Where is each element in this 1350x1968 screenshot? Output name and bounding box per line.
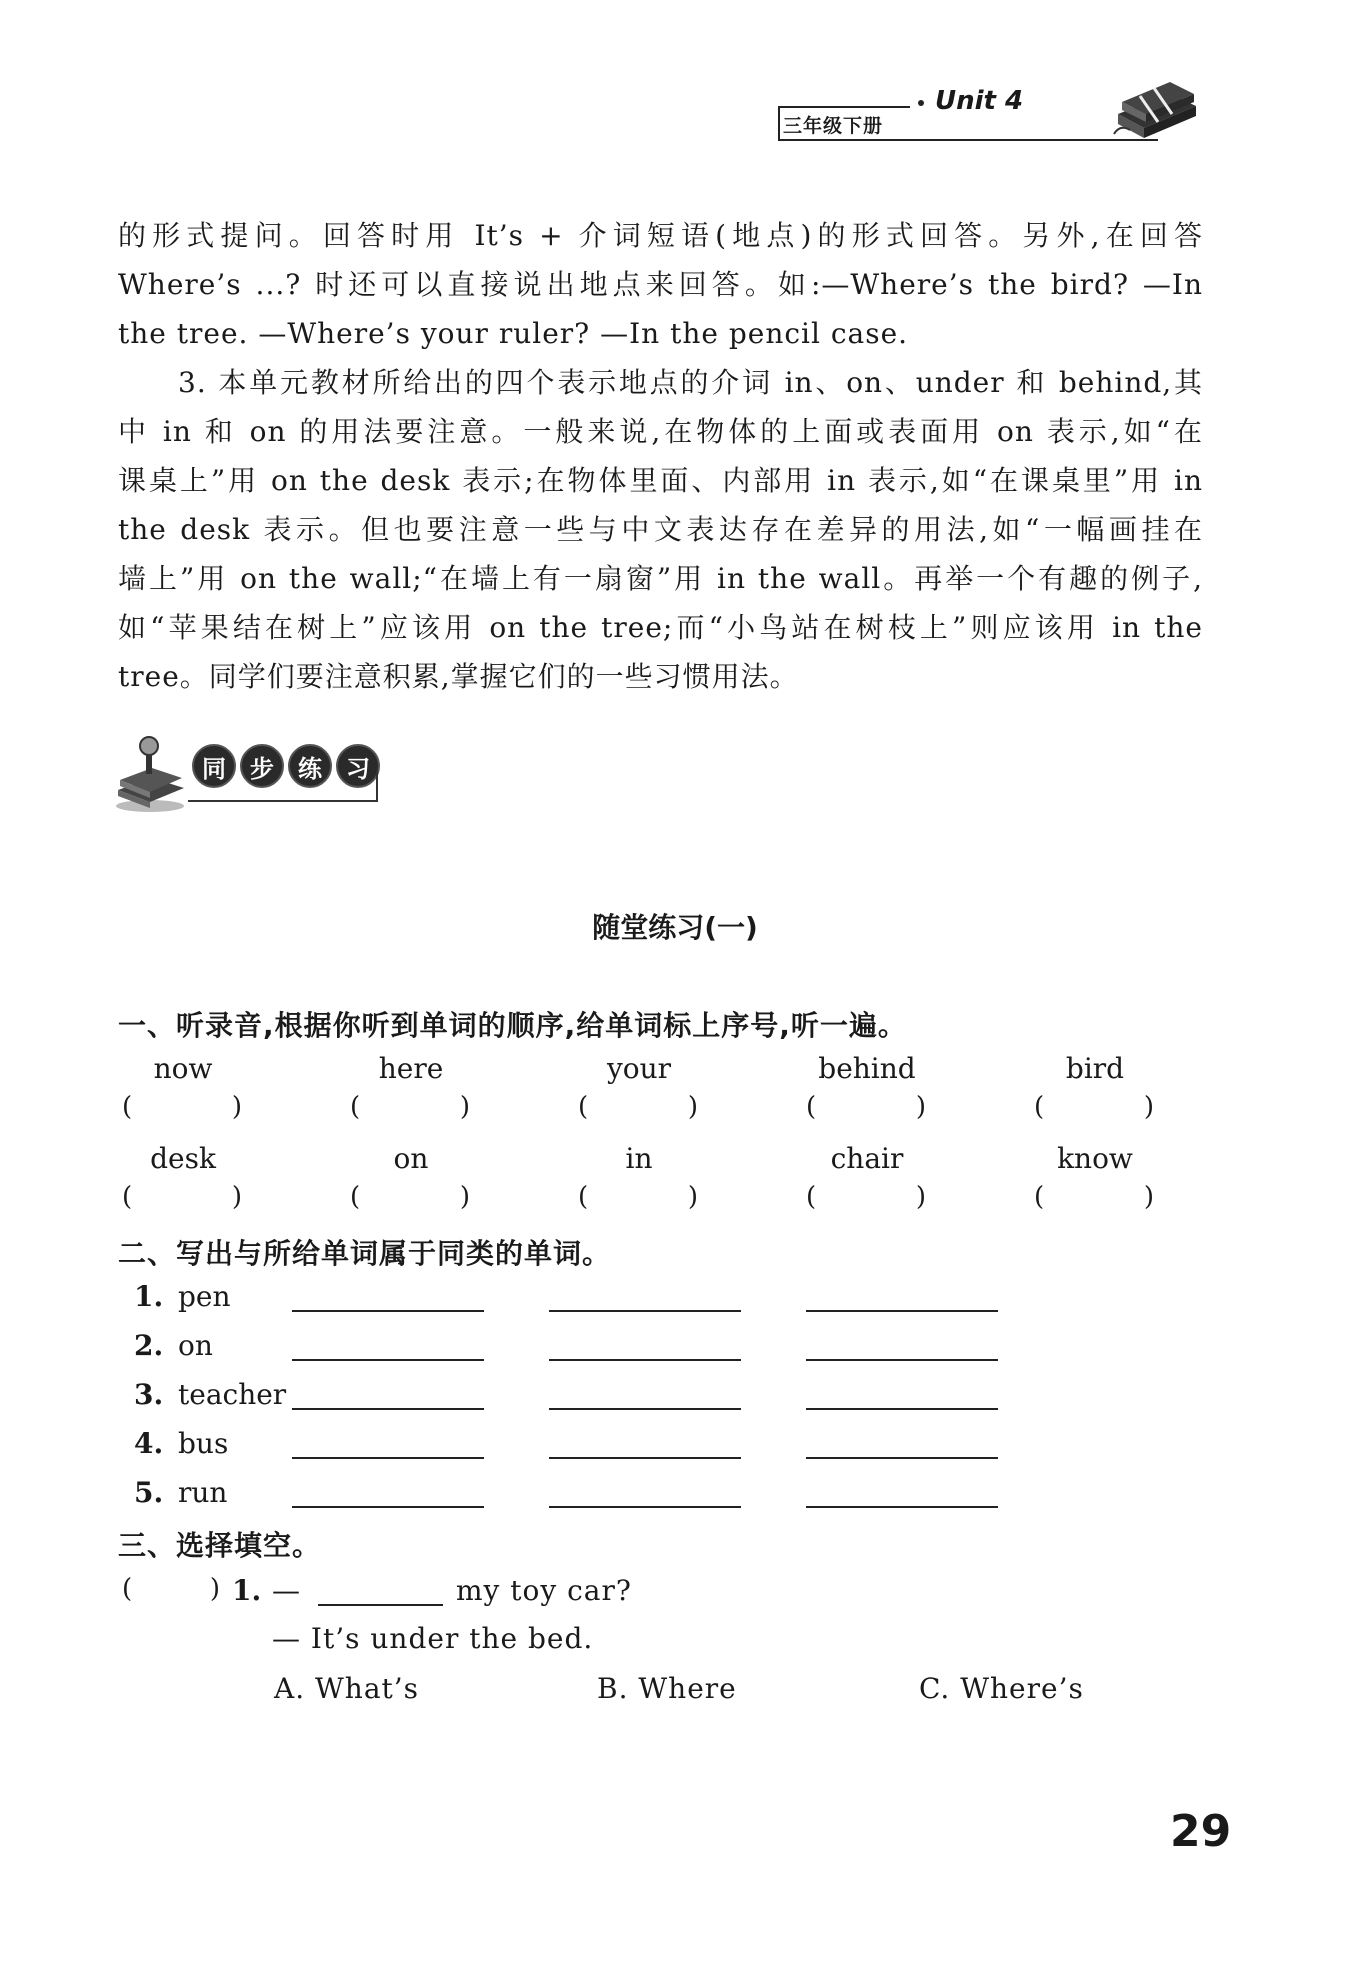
paren-close: ) (915, 1092, 926, 1122)
banner-char: 同 (192, 744, 236, 788)
paren-close: ) (687, 1092, 698, 1122)
word-item: on (393, 1142, 429, 1175)
option-a[interactable]: A. What’s (274, 1672, 420, 1705)
banner-char: 练 (288, 744, 332, 788)
answer-blank[interactable] (806, 1359, 998, 1361)
answer-paren[interactable] (806, 1182, 926, 1212)
answer-paren[interactable] (806, 1092, 926, 1122)
answer-paren[interactable] (578, 1092, 698, 1122)
answer-blank[interactable] (292, 1359, 484, 1361)
books-icon (1110, 74, 1202, 144)
answer-blank[interactable] (292, 1506, 484, 1508)
intro-line-7: the desk 表示。但也要注意一些与中文表达存在差异的用法,如“一幅画挂在 (118, 513, 1203, 546)
answer-blank[interactable] (292, 1457, 484, 1459)
answer-blank[interactable] (549, 1408, 741, 1410)
word-item: here (378, 1052, 444, 1085)
unit-title: Unit 4 (935, 86, 1024, 116)
answer-paren[interactable] (122, 1182, 242, 1212)
paren-close: ) (915, 1182, 926, 1212)
paren-close: ) (687, 1182, 698, 1212)
intro-line-6: 课桌上”用 on the desk 表示;在物体里面、内部用 in 表示,如“在课桌里”用 in (118, 464, 1203, 497)
intro-line-1: 的形式提问。回答时用 It’s + 介词短语(地点)的形式回答。另外,在回答 (118, 219, 1203, 252)
paren-open: ( (350, 1182, 361, 1212)
answer-blank[interactable] (549, 1457, 741, 1459)
intro-line-2: Where’s ...? 时还可以直接说出地点来回答。如:—Where’s the bird? —In (118, 268, 1203, 301)
answer-blank[interactable] (806, 1457, 998, 1459)
paren-close: ) (459, 1182, 470, 1212)
paren-close: ) (1143, 1182, 1154, 1212)
banner-tick (376, 770, 378, 802)
page-number: 29 (1170, 1806, 1232, 1857)
option-c[interactable]: C. Where’s (919, 1672, 1084, 1705)
word-item: bird (1065, 1052, 1125, 1085)
intro-line-8: 墙上”用 on the wall;“在墙上有一扇窗”用 in the wall。再举一个有趣的例子, (118, 562, 1203, 595)
intro-line-4: 3. 本单元教材所给出的四个表示地点的介词 in、on、under 和 behind,其 (178, 366, 1203, 399)
section3-heading: 三、选择填空。 (118, 1529, 322, 1562)
answer-paren[interactable] (350, 1092, 470, 1122)
paren-open: ( (122, 1092, 133, 1122)
intro-line-3: the tree. —Where’s your ruler? —In the pencil case. (118, 317, 909, 350)
paren-open: ( (578, 1182, 589, 1212)
grade-label: 三年级下册 (783, 115, 884, 137)
answer-blank[interactable] (549, 1310, 741, 1312)
item-number: 3. (134, 1378, 164, 1411)
question-answer: — It’s under the bed. (272, 1622, 594, 1655)
answer-blank[interactable] (549, 1506, 741, 1508)
word-item: in (625, 1142, 653, 1175)
books-lamp-icon (112, 730, 192, 814)
paren-open: ( (122, 1574, 133, 1604)
section1-heading: 一、听录音,根据你听到单词的顺序,给单词标上序号,听一遍。 (118, 1009, 907, 1042)
item-number: 2. (134, 1329, 164, 1362)
answer-paren[interactable] (122, 1574, 220, 1604)
answer-paren[interactable] (1034, 1092, 1154, 1122)
item-word: pen (178, 1280, 231, 1313)
paren-open: ( (1034, 1092, 1045, 1122)
word-item: your (606, 1052, 672, 1085)
paren-open: ( (806, 1182, 817, 1212)
question-number: 1. (232, 1574, 262, 1607)
item-word: bus (178, 1427, 229, 1460)
banner-char: 步 (240, 744, 284, 788)
answer-paren[interactable] (1034, 1182, 1154, 1212)
word-item: behind (818, 1052, 916, 1085)
paren-open: ( (806, 1092, 817, 1122)
word-item: know (1057, 1142, 1133, 1175)
paren-close: ) (459, 1092, 470, 1122)
paren-open: ( (350, 1092, 361, 1122)
word-item: now (153, 1052, 213, 1085)
intro-line-5: 中 in 和 on 的用法要注意。一般来说,在物体的上面或表面用 on 表示,如“在 (118, 415, 1203, 448)
answer-blank[interactable] (292, 1310, 484, 1312)
section2-heading: 二、写出与所给单词属于同类的单词。 (118, 1237, 612, 1270)
paren-open: ( (122, 1182, 133, 1212)
item-number: 1. (134, 1280, 164, 1313)
item-word: run (178, 1476, 228, 1509)
answer-paren[interactable] (578, 1182, 698, 1212)
unit-dot (918, 100, 924, 106)
answer-blank[interactable] (549, 1359, 741, 1361)
answer-blank[interactable] (292, 1408, 484, 1410)
word-item: chair (830, 1142, 904, 1175)
banner-rule (188, 800, 378, 802)
paren-open: ( (1034, 1182, 1045, 1212)
answer-blank[interactable] (318, 1604, 443, 1606)
intro-line-9: 如“苹果结在树上”应该用 on the tree;而“小鸟站在树枝上”则应该用 in the (118, 611, 1203, 644)
intro-line-10: tree。同学们要注意积累,掌握它们的一些习惯用法。 (118, 660, 799, 693)
answer-blank[interactable] (806, 1310, 998, 1312)
paren-open: ( (578, 1092, 589, 1122)
item-word: teacher (178, 1378, 287, 1411)
answer-paren[interactable] (122, 1092, 242, 1122)
option-b[interactable]: B. Where (597, 1672, 737, 1705)
answer-paren[interactable] (350, 1182, 470, 1212)
paren-close: ) (231, 1182, 242, 1212)
question-text: my toy car? (456, 1574, 632, 1607)
paren-close: ) (231, 1092, 242, 1122)
answer-blank[interactable] (806, 1506, 998, 1508)
banner-char: 习 (336, 744, 380, 788)
paren-close: ) (1143, 1092, 1154, 1122)
item-number: 5. (134, 1476, 164, 1509)
paren-close: ) (209, 1574, 220, 1604)
answer-blank[interactable] (806, 1408, 998, 1410)
header-rule (778, 139, 1158, 141)
question-dash: — (272, 1574, 300, 1607)
item-number: 4. (134, 1427, 164, 1460)
exercise-title: 随堂练习(一) (592, 911, 758, 944)
section-banner (192, 744, 380, 788)
item-word: on (178, 1329, 213, 1362)
word-item: desk (150, 1142, 216, 1175)
